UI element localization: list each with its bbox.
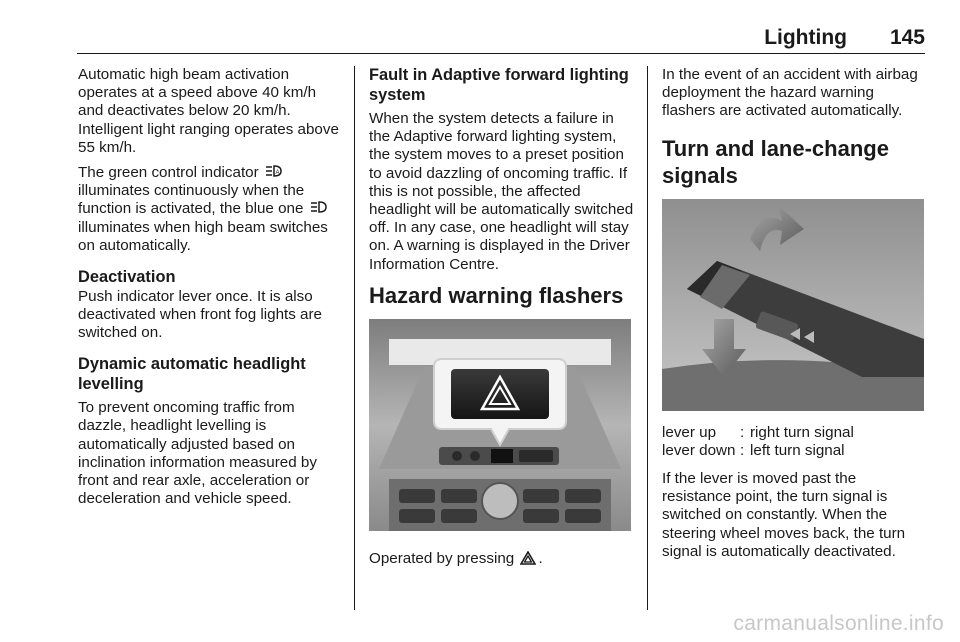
table-cell: lever up bbox=[662, 423, 717, 441]
paragraph: When the system detects a failure in the Adaptive forward lighting system, the system moves to a preset position to avoid dazzling of oncoming traffic. If this is not possible, the affected headlight will be automatically switched off. In any case, one headlight will stay on. A warning is displayed in the Driver Information Centre. bbox=[369, 110, 634, 273]
hazard-triangle-icon bbox=[520, 551, 536, 565]
subheading: Fault in Adaptive forward lighting system bbox=[369, 66, 629, 104]
table-cell: left turn signal bbox=[750, 441, 845, 459]
column-3 bbox=[662, 66, 928, 568]
table-cell: lever down bbox=[662, 441, 736, 459]
page-number: 145 bbox=[889, 26, 925, 49]
auto-high-beam-icon bbox=[265, 164, 283, 179]
paragraph: To prevent oncoming traffic from dazzle, headlight levelling is automatically adjusted based on inclination information measured by front and rear axle, acceleration or deceleration and vehicle speed. bbox=[78, 399, 317, 508]
table-cell: right turn signal bbox=[750, 423, 854, 441]
subheading: Dynamic automatic headlight levelling bbox=[78, 355, 306, 393]
column-divider bbox=[647, 66, 648, 610]
page-header bbox=[77, 26, 925, 54]
section-heading: Hazard warning flashers bbox=[369, 282, 624, 308]
table-cell: : bbox=[740, 423, 745, 441]
section-title: Lighting bbox=[764, 26, 847, 49]
high-beam-icon bbox=[310, 200, 328, 215]
lever-direction-table bbox=[662, 424, 928, 460]
column-divider bbox=[354, 66, 355, 610]
turn-signal-lever-illustration bbox=[662, 199, 924, 411]
column-1 bbox=[78, 66, 340, 515]
header-rule bbox=[77, 53, 925, 54]
paragraph: The green control indicator A illuminates continuously when the function is activated, the blue one illuminates when high beam switches on automatically. bbox=[78, 164, 328, 254]
svg-text:A: A bbox=[275, 170, 280, 177]
paragraph: Automatic high beam activation operates at a speed above 40 km/h and deactivates below 20 km/h. Intelligent light ranging operates above 55 km/h. bbox=[78, 66, 339, 156]
subheading: Deactivation bbox=[78, 268, 176, 287]
section-heading: Turn and lane-change signals bbox=[662, 135, 889, 188]
paragraph: Push indicator lever once. It is also deactivated when front fog lights are switched on. bbox=[78, 287, 322, 341]
hazard-switch-illustration bbox=[369, 319, 631, 531]
figure-caption: Operated by pressing . bbox=[369, 549, 543, 567]
watermark: carmanualsonline.info bbox=[733, 612, 944, 635]
column-2 bbox=[369, 66, 635, 575]
table-cell: : bbox=[740, 441, 745, 459]
paragraph: In the event of an accident with airbag deployment the hazard warning flashers are activated automatically. bbox=[662, 66, 918, 120]
paragraph: If the lever is moved past the resistance point, the turn signal is switched on constantly. When the steering wheel moves back, the turn signal is automatically deactivated. bbox=[662, 470, 906, 560]
